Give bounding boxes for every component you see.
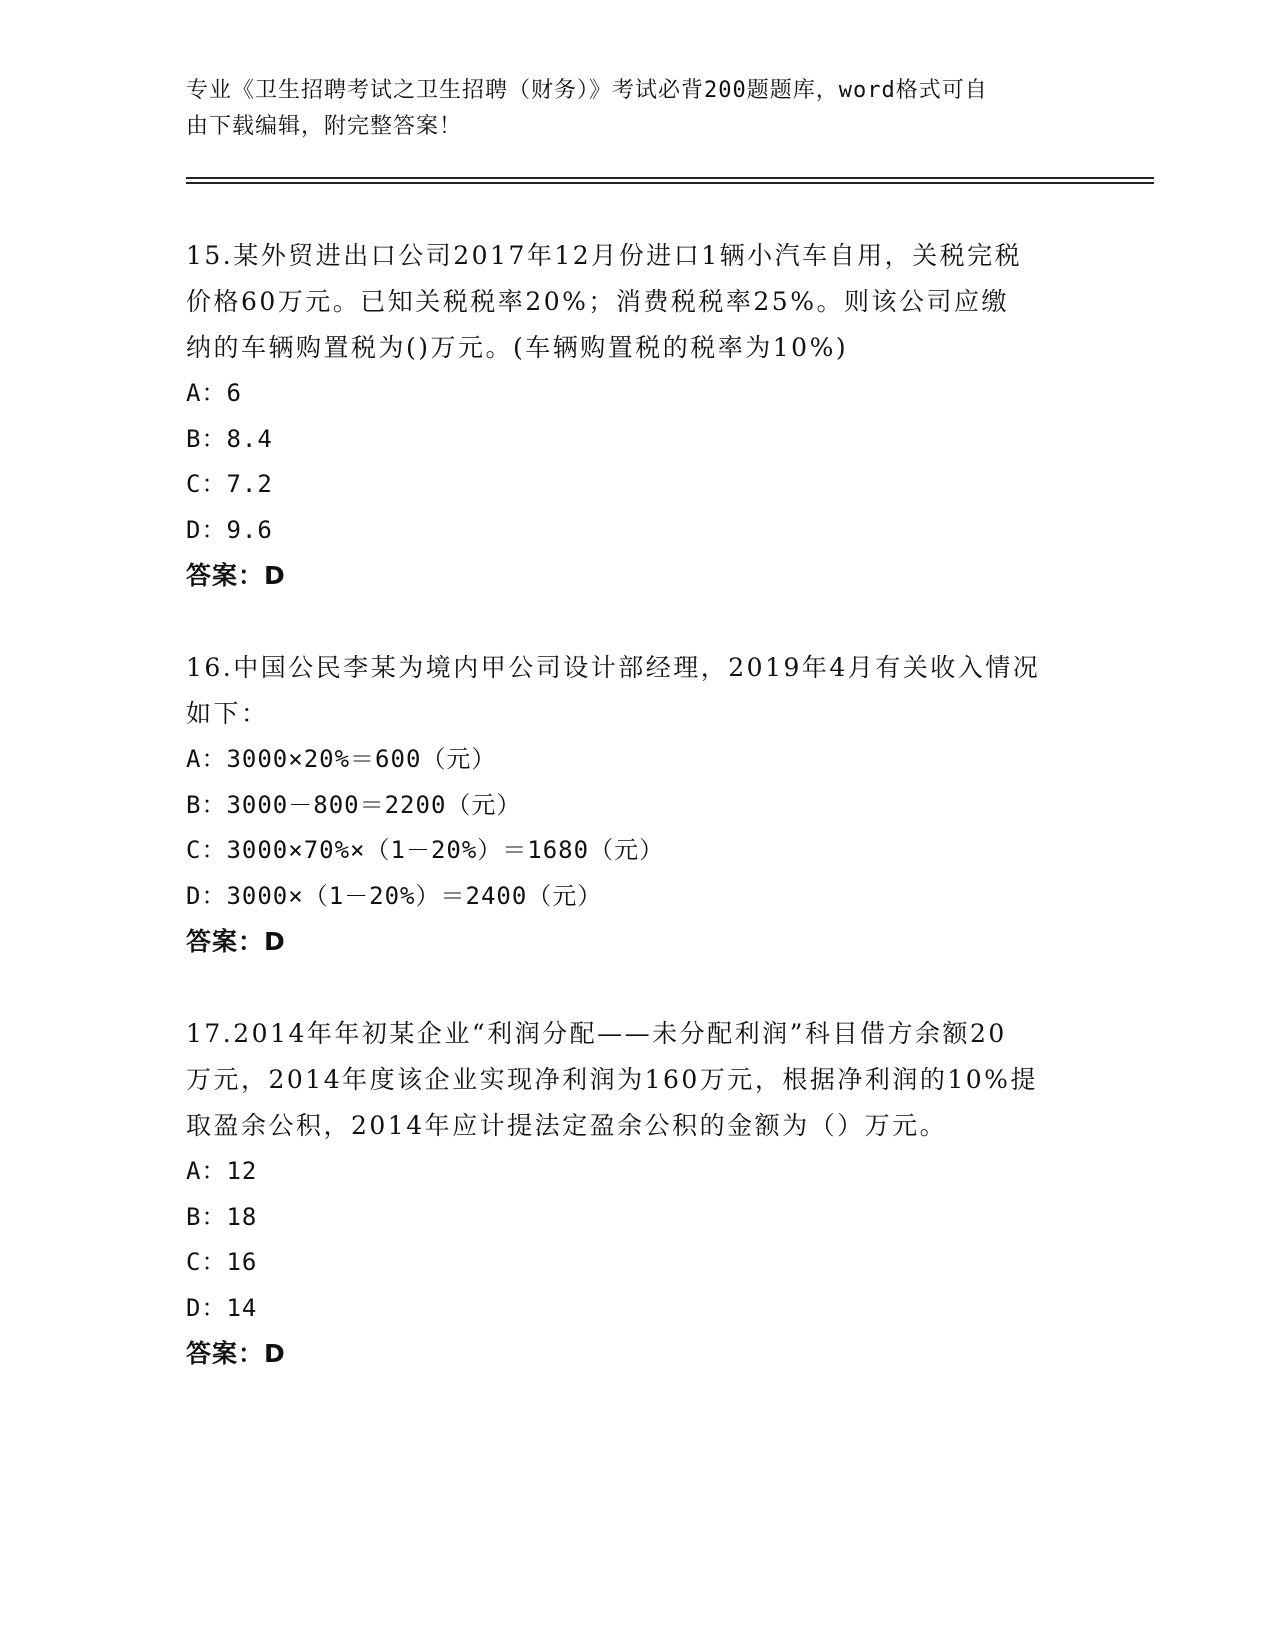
- option-a: A：12: [186, 1157, 258, 1185]
- question-stem-line: 万元，2014年度该企业实现净利润为160万元，根据净利润的10%提: [186, 1065, 1038, 1094]
- question-stem-line: 17.2014年年初某企业“利润分配——未分配利润”科目借方余额20: [186, 1019, 1007, 1048]
- question-15: [186, 233, 1086, 599]
- answer-label: 答案：D: [186, 561, 286, 590]
- option-c: C：16: [186, 1248, 258, 1276]
- option-b: B：8.4: [186, 424, 273, 453]
- header-line-1: 专业《卫生招聘考试之卫生招聘（财务）》考试必背200题题库，word格式可自: [186, 78, 988, 103]
- question-17: [186, 1011, 1086, 1377]
- answer-label: 答案：D: [186, 927, 286, 956]
- question-stem-line: 纳的车辆购置税为()万元。(车辆购置税的税率为10%): [186, 333, 849, 362]
- option-c: C：7.2: [186, 470, 273, 498]
- option-d: D：14: [186, 1293, 258, 1322]
- option-a: A：6: [186, 379, 242, 407]
- header-divider-bottom: [186, 182, 1154, 184]
- option-d: D：3000×（1－20%）＝2400（元）: [186, 881, 603, 910]
- option-a: A：3000×20%＝600（元）: [186, 745, 497, 773]
- option-b: B：3000－800＝2200（元）: [186, 790, 522, 819]
- option-c: C：3000×70%×（1－20%）＝1680（元）: [186, 836, 665, 864]
- answer-label: 答案：D: [186, 1339, 286, 1368]
- question-stem-line: 取盈余公积，2014年应计提法定盈余公积的金额为（）万元。: [186, 1111, 948, 1140]
- document-header: [186, 73, 1086, 145]
- question-stem-line: 如下：: [186, 699, 269, 728]
- question-stem-line: 15.某外贸进出口公司2017年12月份进口1辆小汽车自用，关税完税: [186, 241, 1023, 270]
- question-16: [186, 645, 1086, 965]
- header-line-2: 由下载编辑，附完整答案！: [186, 114, 463, 139]
- header-divider-top: [186, 177, 1154, 179]
- option-d: D：9.6: [186, 515, 273, 544]
- question-stem-line: 价格60万元。已知关税税率20%；消费税税率25%。则该公司应缴: [186, 287, 1009, 316]
- option-b: B：18: [186, 1202, 258, 1231]
- question-stem-line: 16.中国公民李某为境内甲公司设计部经理，2019年4月有关收入情况: [186, 653, 1041, 682]
